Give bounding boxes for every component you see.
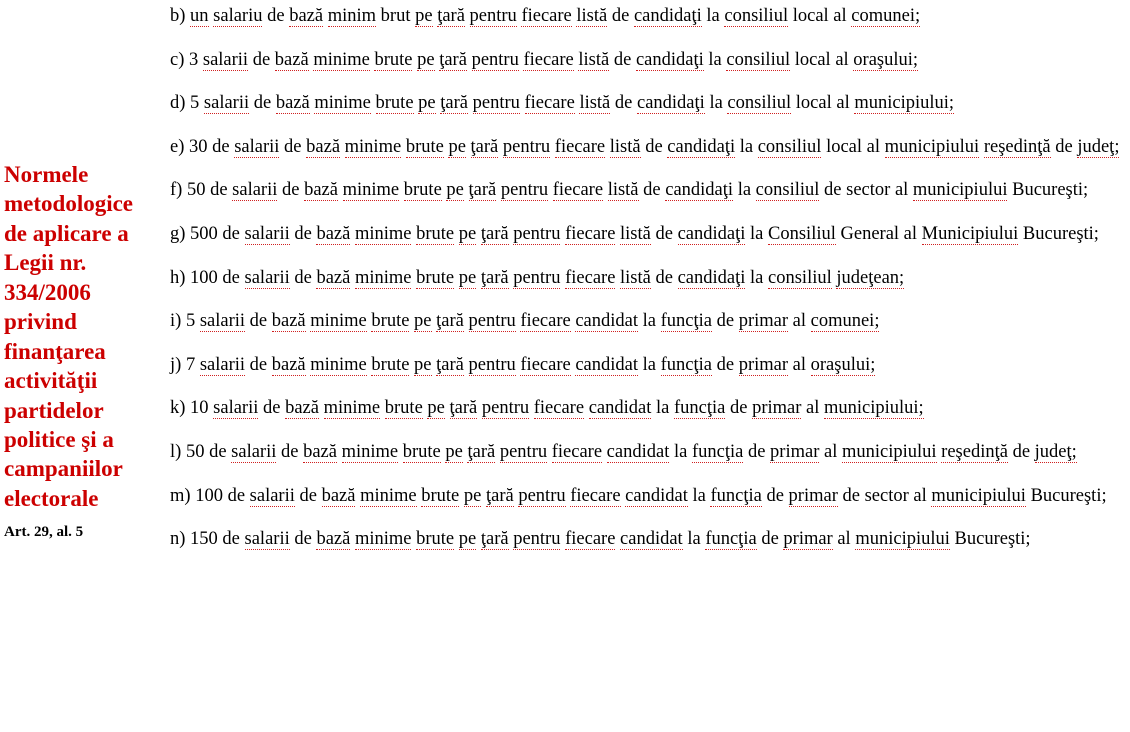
spellcheck-underlined-word: ţară (468, 180, 497, 201)
spellcheck-underlined-word: reşedinţă (983, 136, 1051, 157)
spellcheck-underlined-word: ţară (485, 485, 514, 506)
spellcheck-underlined-word: ţară (480, 267, 509, 288)
spellcheck-underlined-word: pentru (513, 529, 561, 550)
spellcheck-underlined-word: candidat (588, 398, 652, 419)
spellcheck-underlined-word: salarii (244, 267, 290, 288)
spellcheck-underlined-word: fiecare (520, 354, 571, 375)
spellcheck-underlined-word: pe (414, 354, 432, 375)
spellcheck-underlined-word: pentru (469, 6, 517, 26)
spellcheck-underlined-word: pentru (518, 485, 566, 506)
spellcheck-underlined-word: brute (421, 485, 460, 506)
spellcheck-underlined-word: candidaţi (637, 93, 705, 114)
document-paragraph: m) 100 de salarii de bază minime brute pe ţară pentru fiecare candidat la funcţia de primar de sector al municipiului Bucureşti; (170, 485, 1107, 506)
spellcheck-underlined-word: ţară (467, 441, 496, 462)
spellcheck-underlined-word: fiecare (523, 49, 574, 70)
spellcheck-underlined-word: pentru (500, 180, 549, 201)
spellcheck-underlined-word: fiecare (551, 441, 603, 462)
spellcheck-underlined-word: oraşului; (810, 354, 876, 375)
spellcheck-underlined-word: pentru (513, 223, 561, 244)
spellcheck-underlined-word: consiliul (727, 93, 792, 114)
spellcheck-underlined-word: fiecare (565, 267, 616, 288)
document-paragraph: k) 10 salarii de bază minime brute pe ţară pentru fiecare candidat la funcţia de primar al municipiului; (170, 398, 924, 419)
spellcheck-underlined-word: listă (609, 136, 641, 157)
spellcheck-underlined-word: candidaţi (667, 136, 736, 157)
document-paragraph: e) 30 de salarii de bază minime brute pe ţară pentru fiecare listă de candidaţi la consiliul local al municipiului reşedinţă de judeţ; (170, 136, 1120, 157)
spellcheck-underlined-word: pentru (471, 49, 519, 70)
spellcheck-underlined-word: pe (458, 267, 477, 288)
spellcheck-underlined-word: ţară (436, 311, 464, 332)
spellcheck-underlined-word: ţară (440, 93, 468, 114)
spellcheck-underlined-word: brute (403, 180, 442, 201)
spellcheck-underlined-word: candidat (575, 354, 638, 375)
spellcheck-underlined-word: salarii (232, 180, 278, 201)
document-paragraph: c) 3 salarii de bază minime brute pe ţară pentru fiecare listă de candidaţi la consiliul local al oraşului; (170, 49, 919, 70)
spellcheck-underlined-word: fiecare (521, 6, 572, 26)
spellcheck-underlined-word: bază (306, 136, 341, 157)
spellcheck-underlined-word: minime (354, 223, 412, 244)
spellcheck-underlined-word: funcţia (660, 311, 712, 332)
document-paragraph: n) 150 de salarii de bază minime brute pe ţară pentru fiecare candidat la funcţia de primar al municipiului Bucureşti; (170, 529, 1031, 550)
spellcheck-underlined-word: pentru (468, 311, 516, 332)
spellcheck-underlined-word: salarii (244, 223, 290, 244)
spellcheck-underlined-word: bază (271, 311, 306, 332)
spellcheck-underlined-word: salarii (213, 398, 259, 419)
spellcheck-underlined-word: brute (416, 267, 455, 288)
spellcheck-underlined-word: brute (371, 354, 410, 375)
spellcheck-underlined-word: municipiului (931, 485, 1026, 506)
spellcheck-underlined-word: brute (371, 311, 410, 332)
spellcheck-underlined-word: pe (427, 398, 445, 419)
spellcheck-underlined-word: salarii (249, 485, 295, 506)
spellcheck-underlined-word: minime (341, 441, 399, 462)
spellcheck-underlined-word: funcţia (705, 529, 757, 550)
spellcheck-underlined-word: funcţia (673, 398, 726, 419)
spellcheck-underlined-word: minime (360, 485, 417, 506)
document-paragraph: i) 5 salarii de bază minime brute pe ţară pentru fiecare candidat la funcţia de primar al comunei; (170, 311, 880, 332)
spellcheck-underlined-word: brute (416, 223, 455, 244)
document-body (160, 0, 1130, 552)
spellcheck-underlined-word: candidaţi (677, 223, 746, 244)
spellcheck-underlined-word: un (190, 6, 209, 26)
spellcheck-underlined-word: bază (289, 6, 324, 26)
spellcheck-underlined-word: primar (770, 441, 820, 462)
spellcheck-underlined-word: oraşului; (853, 49, 919, 70)
spellcheck-underlined-word: pe (458, 529, 477, 550)
spellcheck-underlined-word: ţară (437, 6, 465, 26)
spellcheck-underlined-word: Municipiului (921, 223, 1019, 244)
spellcheck-underlined-word: pe (445, 441, 463, 462)
spellcheck-underlined-word: listă (578, 49, 610, 70)
spellcheck-underlined-word: bază (316, 529, 351, 550)
spellcheck-underlined-word: listă (620, 267, 651, 288)
spellcheck-underlined-word: fiecare (565, 223, 616, 244)
spellcheck-underlined-word: candidaţi (665, 180, 734, 201)
spellcheck-underlined-word: salarii (231, 441, 277, 462)
spellcheck-underlined-word: comunei; (810, 311, 880, 332)
spellcheck-underlined-word: municipiului (855, 529, 950, 550)
spellcheck-underlined-word: municipiului (884, 136, 980, 157)
spellcheck-underlined-word: pentru (513, 267, 561, 288)
spellcheck-underlined-word: judeţean; (836, 267, 905, 288)
spellcheck-underlined-word: reşedinţă (941, 441, 1008, 462)
spellcheck-underlined-word: consiliul (724, 6, 789, 26)
document-paragraph: d) 5 salarii de bază minime brute pe ţară pentru fiecare listă de candidaţi la consiliul local al municipiului; (170, 93, 955, 114)
spellcheck-underlined-word: minime (310, 311, 367, 332)
spellcheck-underlined-word: pe (417, 49, 435, 70)
spellcheck-underlined-word: ţară (470, 136, 499, 157)
spellcheck-underlined-word: pe (414, 311, 432, 332)
spellcheck-underlined-word: candidaţi (677, 267, 746, 288)
spellcheck-underlined-word: municipiului; (823, 398, 924, 419)
document-paragraph: h) 100 de salarii de bază minime brute pe ţară pentru fiecare listă de candidaţi la consiliul judeţean; (170, 267, 905, 288)
spellcheck-underlined-word: salarii (234, 136, 280, 157)
sidebar-subtitle: Art. 29, al. 5 (4, 524, 84, 541)
spellcheck-underlined-word: candidaţi (635, 49, 704, 70)
spellcheck-underlined-word: pe (448, 136, 466, 157)
spellcheck-underlined-word: bază (316, 267, 351, 288)
spellcheck-underlined-word: Consiliul (768, 223, 836, 244)
spellcheck-underlined-word: candidaţi (633, 6, 702, 26)
spellcheck-underlined-word: ţară (439, 49, 467, 70)
spellcheck-underlined-word: pentru (502, 136, 551, 157)
spellcheck-underlined-word: listă (576, 6, 608, 26)
spellcheck-underlined-word: candidat (625, 485, 688, 506)
spellcheck-underlined-word: judeţ; (1034, 441, 1077, 462)
spellcheck-underlined-word: pentru (481, 398, 530, 419)
spellcheck-underlined-word: ţară (480, 529, 509, 550)
spellcheck-underlined-word: pe (418, 93, 436, 114)
spellcheck-underlined-word: fiecare (554, 136, 606, 157)
document-paragraph: j) 7 salarii de bază minime brute pe ţară pentru fiecare candidat la funcţia de primar al oraşului; (170, 354, 876, 375)
spellcheck-underlined-word: fiecare (570, 485, 621, 506)
sidebar-title: Normele metodologice de aplicare a Legii nr. 334/2006 privind finanţarea activităţii partidelor politice şi a campaniilor electorale (4, 162, 134, 511)
spellcheck-underlined-word: consiliul (768, 267, 832, 288)
spellcheck-underlined-word: bază (271, 354, 306, 375)
document-paragraph: f) 50 de salarii de bază minime brute pe ţară pentru fiecare listă de candidaţi la consiliul de sector al municipiului Bucureşti; (170, 180, 1089, 201)
spellcheck-underlined-word: pe (415, 6, 433, 26)
spellcheck-underlined-word: salarii (244, 529, 290, 550)
spellcheck-underlined-word: primar (783, 529, 833, 550)
spellcheck-underlined-word: primar (788, 485, 838, 506)
spellcheck-underlined-word: pentru (468, 354, 516, 375)
spellcheck-underlined-word: listă (620, 223, 651, 244)
spellcheck-underlined-word: minime (310, 354, 367, 375)
sidebar (0, 0, 160, 541)
spellcheck-underlined-word: fiecare (524, 93, 575, 114)
spellcheck-underlined-word: salariu (213, 6, 263, 26)
spellcheck-underlined-word: fiecare (520, 311, 571, 332)
spellcheck-underlined-word: fiecare (533, 398, 585, 419)
spellcheck-underlined-word: salarii (199, 311, 246, 332)
spellcheck-underlined-word: listă (607, 180, 639, 201)
spellcheck-underlined-word: minime (314, 93, 371, 114)
spellcheck-underlined-word: brute (402, 441, 441, 462)
spellcheck-underlined-word: brute (375, 93, 414, 114)
spellcheck-underlined-word: pe (463, 485, 482, 506)
spellcheck-underlined-word: primar (738, 311, 789, 332)
document-paragraph: l) 50 de salarii de bază minime brute pe ţară pentru fiecare candidat la funcţia de primar al municipiului reşedinţă de judeţ; (170, 441, 1077, 462)
spellcheck-underlined-word: minime (342, 180, 400, 201)
spellcheck-underlined-word: primar (752, 398, 802, 419)
spellcheck-underlined-word: judeţ; (1077, 136, 1120, 157)
spellcheck-underlined-word: ţară (449, 398, 478, 419)
spellcheck-underlined-word: consiliul (726, 49, 791, 70)
spellcheck-underlined-word: pentru (499, 441, 548, 462)
spellcheck-underlined-word: brute (374, 49, 413, 70)
spellcheck-underlined-word: candidat (575, 311, 638, 332)
spellcheck-underlined-word: municipiului (912, 180, 1008, 201)
spellcheck-underlined-word: municipiului (841, 441, 937, 462)
spellcheck-underlined-word: candidat (620, 529, 683, 550)
spellcheck-underlined-word: minime (344, 136, 402, 157)
spellcheck-underlined-word: funcţia (660, 354, 712, 375)
spellcheck-underlined-word: brute (384, 398, 423, 419)
spellcheck-underlined-word: bază (303, 441, 337, 462)
spellcheck-underlined-word: bază (304, 180, 338, 201)
spellcheck-underlined-word: minim (327, 6, 377, 26)
spellcheck-underlined-word: ţară (480, 223, 509, 244)
spellcheck-underlined-word: brute (405, 136, 444, 157)
spellcheck-underlined-word: bază (274, 49, 309, 70)
spellcheck-underlined-word: minime (354, 529, 412, 550)
spellcheck-underlined-word: listă (579, 93, 611, 114)
spellcheck-underlined-word: minime (354, 267, 412, 288)
spellcheck-underlined-word: consiliul (757, 136, 822, 157)
spellcheck-underlined-word: fiecare (565, 529, 616, 550)
spellcheck-underlined-word: bază (285, 398, 319, 419)
spellcheck-underlined-word: pe (446, 180, 464, 201)
spellcheck-underlined-word: pe (458, 223, 477, 244)
spellcheck-underlined-word: comunei; (851, 6, 921, 26)
spellcheck-underlined-word: candidat (606, 441, 670, 462)
spellcheck-underlined-word: consiliul (755, 180, 820, 201)
spellcheck-underlined-word: fiecare (552, 180, 604, 201)
spellcheck-underlined-word: municipiului; (854, 93, 955, 114)
spellcheck-underlined-word: salarii (202, 49, 249, 70)
document-paragraph: b) un salariu de bază minim brut pe ţară pentru fiecare listă de candidaţi la consiliul local al comunei; (170, 6, 921, 26)
spellcheck-underlined-word: pentru (472, 93, 520, 114)
spellcheck-underlined-word: salarii (203, 93, 250, 114)
spellcheck-underlined-word: bază (275, 93, 310, 114)
spellcheck-underlined-word: salarii (199, 354, 246, 375)
document-paragraph: g) 500 de salarii de bază minime brute pe ţară pentru fiecare listă de candidaţi la Consiliul General al Municipiului Bucureşti; (170, 223, 1099, 244)
spellcheck-underlined-word: primar (738, 354, 789, 375)
spellcheck-underlined-word: funcţia (691, 441, 744, 462)
spellcheck-underlined-word: bază (316, 223, 351, 244)
spellcheck-underlined-word: minime (313, 49, 370, 70)
spellcheck-underlined-word: minime (323, 398, 381, 419)
spellcheck-underlined-word: brute (416, 529, 455, 550)
spellcheck-underlined-word: bază (321, 485, 356, 506)
spellcheck-underlined-word: ţară (436, 354, 464, 375)
spellcheck-underlined-word: funcţia (710, 485, 762, 506)
